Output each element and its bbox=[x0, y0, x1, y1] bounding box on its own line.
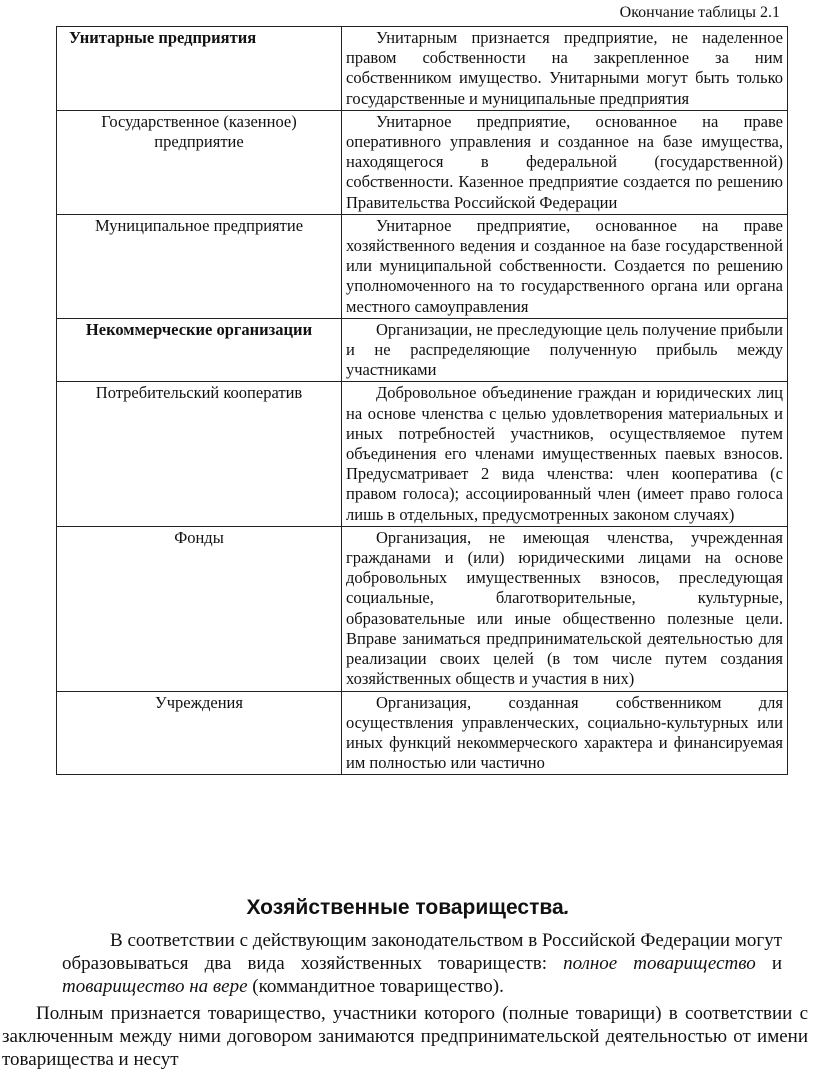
section-heading bbox=[0, 896, 816, 920]
definition-cell: Добровольное объединение граждан и юридических лиц на основе членства с целью удовлетворения материальных и иных потребностей участников, осуществляемое путем объединения его членами имущественных паевых взносов. Предусматривает 2 вида членства: член кооператива (с правом голоса); ассоциированный член (имеет право голоса лишь в отдельных, предусмотренных законом случаях) bbox=[342, 382, 788, 526]
term-cell: Муниципальное предприятие bbox=[57, 214, 342, 318]
definition-cell: Унитарным признается предприятие, не наделенное правом собственности на закрепленное за ним собственником имущество. Унитарными могут быть только государственные и муниципальные предприятия bbox=[342, 27, 788, 111]
definition-cell: Организация, не имеющая членства, учрежденная гражданами и (или) юридическими лицами на основе добровольных имущественных взносов, преследующая социальные, благотворительные, культурные, образовательные или иные общественно полезные цели. Вправе заниматься предпринимательской деятельностью для реализации своих целей (в том числе путем создания хозяйственных обществ и участия в них) bbox=[342, 526, 788, 691]
table-row bbox=[57, 691, 788, 775]
table-row bbox=[57, 214, 788, 318]
table-row bbox=[57, 110, 788, 214]
definition-cell: Организации, не преследующие цель получение прибыли и не распределяющие полученную прибыль между участниками bbox=[342, 318, 788, 382]
paragraph-text: и bbox=[755, 953, 782, 974]
table-row bbox=[57, 318, 788, 382]
paragraph: Полным признается товарищество, участники которого (полные товарищи) в соответствии с заключенным между ними договором занимаются предпринимательской деятельностью от имени товарищества и несут bbox=[2, 1003, 808, 1070]
term-full-partnership: полное товарищество bbox=[563, 953, 756, 974]
paragraph-text: (коммандитное товарищество). bbox=[247, 976, 504, 997]
section-heading-text: Хозяйственные товарищества bbox=[246, 896, 564, 919]
table-row bbox=[57, 526, 788, 691]
term-cell: Государственное (казенное) предприятие bbox=[57, 110, 342, 214]
organization-types-table bbox=[56, 26, 788, 775]
definition-cell: Унитарное предприятие, основанное на праве хозяйственного ведения и созданное на базе государственной или муниципальной собственности. Создается по решению уполномоченного на то государственного органа или органа местного самоуправления bbox=[342, 214, 788, 318]
term-cell: Фонды bbox=[57, 526, 342, 691]
term-cell: Учреждения bbox=[57, 691, 342, 775]
paragraph-text: В соответствии с действующим законодательством в Российской Федерации могут образовываться два вида хозяйственных товариществ: bbox=[62, 930, 782, 974]
term-limited-partnership: товарищество на вере bbox=[62, 976, 248, 997]
table-row bbox=[57, 27, 788, 111]
term-cell: Некоммерческие организации bbox=[57, 318, 342, 382]
table-caption: Окончание таблицы 2.1 bbox=[619, 4, 780, 21]
term-cell: Потребительский кооператив bbox=[57, 382, 342, 526]
term-cell: Унитарные предприятия bbox=[57, 27, 342, 111]
section-heading-dot: . bbox=[563, 896, 570, 919]
table-row bbox=[57, 382, 788, 526]
paragraph bbox=[62, 929, 782, 998]
definition-cell: Унитарное предприятие, основанное на праве оперативного управления и созданное на базе имущества, находящегося в федеральной (государственной) собственности. Казенное предприятие создается по решению Правительства Российской Федерации bbox=[342, 110, 788, 214]
definition-cell: Организация, созданная собственником для осуществления управленческих, социально-культурных или иных функций некоммерческого характера и финансируемая им полностью или частично bbox=[342, 691, 788, 775]
